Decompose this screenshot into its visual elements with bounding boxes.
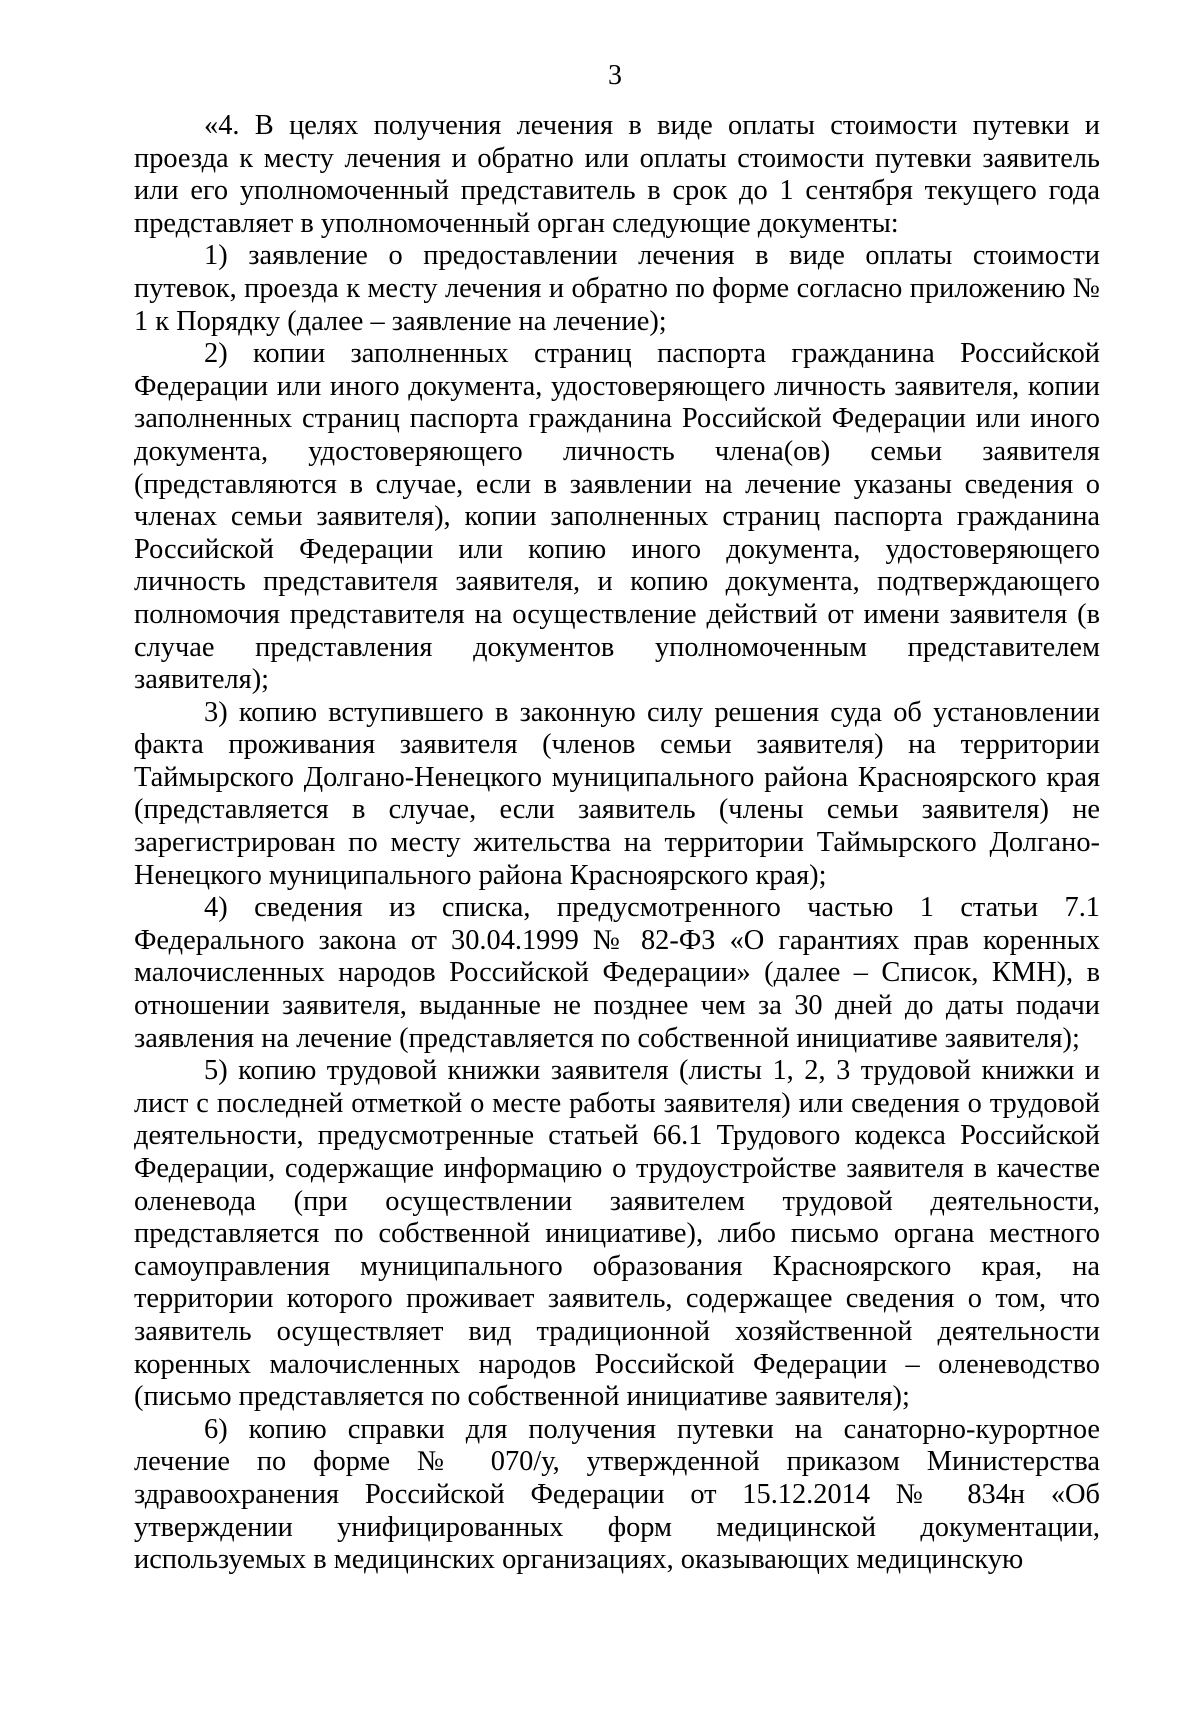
paragraph-item-2: 2) копии заполненных страниц паспорта гражданина Российской Федерации или иного документа, удостоверяющего личность заявителя, копии заполненных страниц паспорта гражданина Российской Федерации или иного документа, удостоверяющего личность члена(ов) семьи заявителя (представляются в случае, если в заявлении на лечение указаны сведения о членах семьи заявителя), копии заполненных страниц паспорта гражданина Российской Федерации или копию иного документа, удостоверяющего личность представителя заявителя, и копию документа, подтверждающего полномочия представителя на осуществление действий от имени заявителя (в случае представления документов уполномоченным представителем заявителя); xyxy=(134,338,1100,696)
document-body xyxy=(134,110,1100,1577)
paragraph-item-6: 6) копию справки для получения путевки на санаторно-курортное лечение по форме № 070/у, утвержденной приказом Министерства здравоохранения Российской Федерации от 15.12.2014 № 834н «Об утверждении унифицированных форм медицинской документации, используемых в медицинских организациях, оказывающих медицинскую xyxy=(134,1413,1100,1576)
paragraph-4-intro: «4. В целях получения лечения в виде оплаты стоимости путевки и проезда к месту лечения и обратно или оплаты стоимости путевки заявитель или его уполномоченный представитель в срок до 1 сентября текущего года представляет в уполномоченный орган следующие документы: xyxy=(134,110,1100,239)
paragraph-item-5: 5) копию трудовой книжки заявителя (листы 1, 2, 3 трудовой книжки и лист с последней отметкой о месте работы заявителя) или сведения о трудовой деятельности, предусмотренные статьей 66.1 Трудового кодекса Российской Федерации, содержащие информацию о трудоустройстве заявителя в качестве оленевода (при осуществлении заявителем трудовой деятельности, представляется по собственной инициативе), либо письмо органа местного самоуправления муниципального образования Красноярского края, на территории которого проживает заявитель, содержащее сведения о том, что заявитель осуществляет вид традиционной хозяйственной деятельности коренных малочисленных народов Российской Федерации – оленеводство (письмо представляется по собственной инициативе заявителя); xyxy=(134,1055,1100,1413)
paragraph-item-3: 3) копию вступившего в законную силу решения суда об установлении факта проживания заявителя (членов семьи заявителя) на территории Таймырского Долгано-Ненецкого муниципального района Красноярского края (представляется в случае, если заявитель (члены семьи заявителя) не зарегистрирован по месту жительства на территории Таймырского Долгано-Ненецкого муниципального района Красноярского края); xyxy=(134,696,1100,891)
paragraph-item-1: 1) заявление о предоставлении лечения в виде оплаты стоимости путевок, проезда к месту лечения и обратно по форме согласно приложению № 1 к Порядку (далее – заявление на лечение); xyxy=(134,240,1100,337)
paragraph-item-4: 4) сведения из списка, предусмотренного частью 1 статьи 7.1 Федерального закона от 30.04.1999 № 82-ФЗ «О гарантиях прав коренных малочисленных народов Российской Федерации» (далее – Список, КМН), в отношении заявителя, выданные не позднее чем за 30 дней до даты подачи заявления на лечение (представляется по собственной инициативе заявителя); xyxy=(134,892,1100,1054)
page-number: 3 xyxy=(608,60,622,91)
